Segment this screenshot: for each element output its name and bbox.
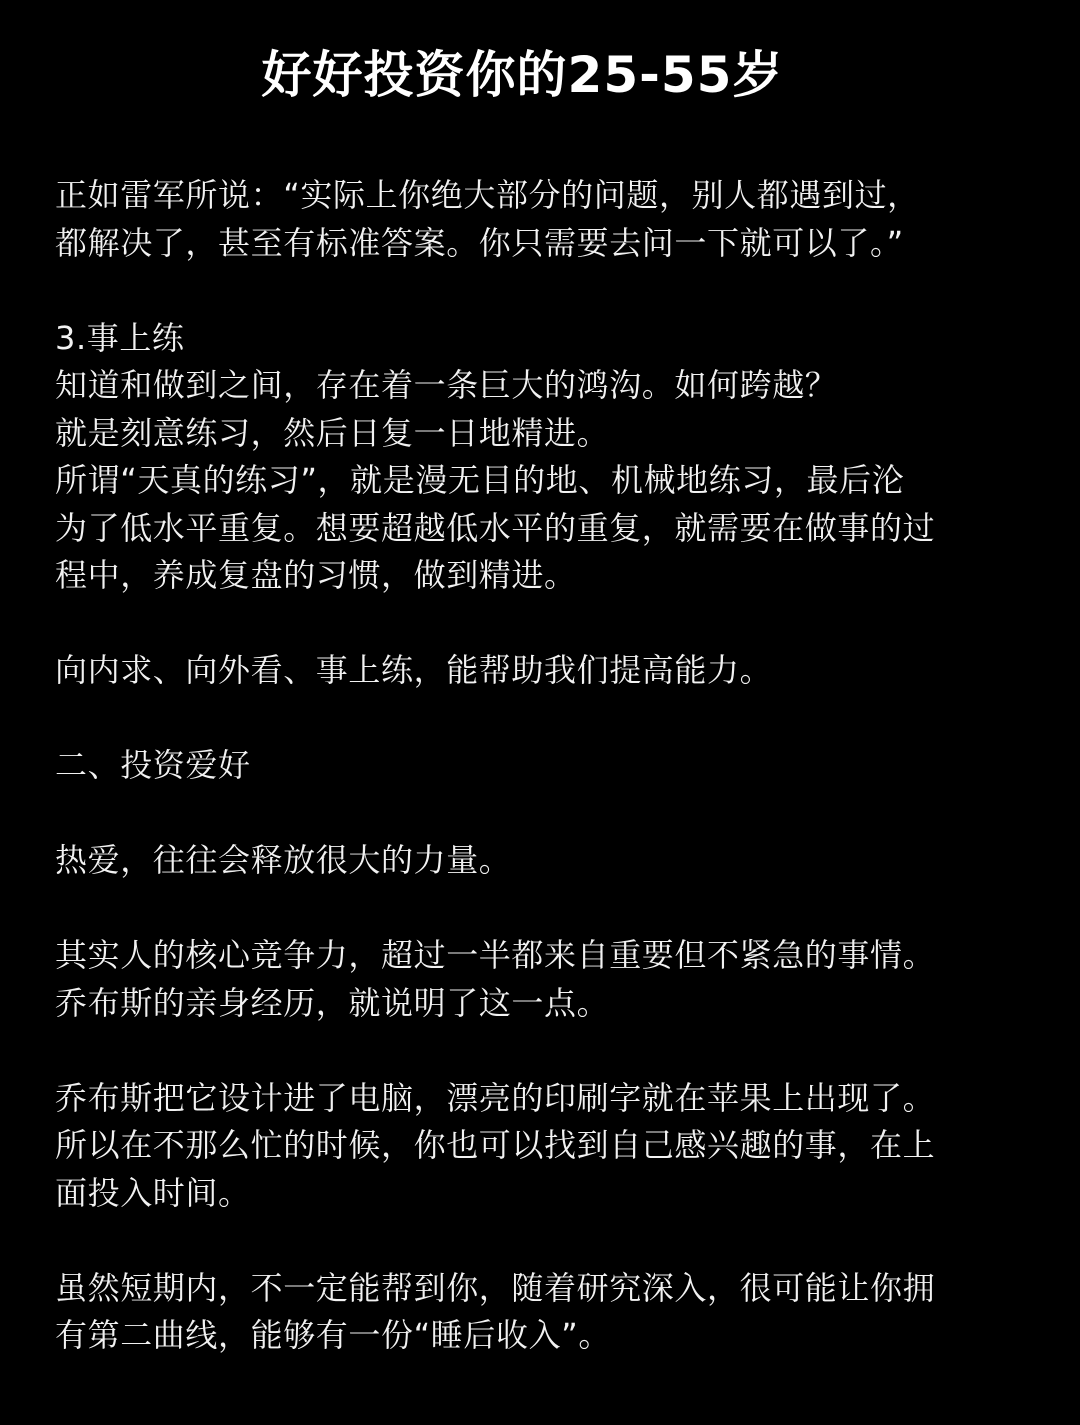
text-line: 知道和做到之间，存在着一条巨大的鸿沟。如何跨越？ — [55, 366, 838, 404]
article-body — [55, 172, 1045, 1360]
text-line: 所以在不那么忙的时候，你也可以找到自己感兴趣的事，在上 — [55, 1126, 936, 1164]
text-line: 都解决了，甚至有标准答案。你只需要去问一下就可以了。” — [55, 223, 904, 262]
paragraph-practice — [55, 315, 1045, 600]
text-line: 乔布斯把它设计进了电脑，漂亮的印刷字就在苹果上出现了。 — [55, 1078, 936, 1117]
text-line: 虽然短期内，不一定能帮到你，随着研究深入，很可能让你拥 — [55, 1268, 936, 1307]
text-line: 正如雷军所说：“实际上你绝大部分的问题，别人都遇到过， — [55, 176, 920, 214]
paragraph-heading-hobby — [55, 742, 1045, 790]
article-title: 好好投资你的25-55岁 — [261, 46, 784, 104]
paragraph-quote — [55, 172, 1045, 267]
text-line: 乔布斯的亲身经历，就说明了这一点。 — [55, 983, 610, 1022]
text-line: 热爱，往往会释放很大的力量。 — [55, 841, 512, 879]
paragraph-jobs — [55, 1075, 1045, 1218]
text-line: 其实人的核心竞争力，超过一半都来自重要但不紧急的事情。 — [55, 936, 936, 974]
text-line: 有第二曲线，能够有一份“睡后收入”。 — [55, 1316, 611, 1354]
text-line: 为了低水平重复。想要超越低水平的重复，就需要在做事的过 — [55, 508, 936, 547]
paragraph-passion — [55, 837, 1045, 885]
section-heading: 3.事上练 — [55, 318, 185, 357]
text-line: 面投入时间。 — [55, 1173, 251, 1212]
paragraph-competitiveness — [55, 932, 1045, 1027]
paragraph-summary — [55, 647, 1045, 695]
text-line: 所谓“天真的练习”，就是漫无目的地、机械地练习，最后沦 — [55, 461, 905, 499]
section-heading: 二、投资爱好 — [55, 746, 251, 784]
text-line: 向内求、向外看、事上练，能帮助我们提高能力。 — [55, 651, 773, 689]
text-line: 程中，养成复盘的习惯，做到精进。 — [55, 556, 577, 594]
text-line: 就是刻意练习，然后日复一日地精进。 — [55, 413, 610, 452]
paragraph-second-curve — [55, 1265, 1045, 1360]
